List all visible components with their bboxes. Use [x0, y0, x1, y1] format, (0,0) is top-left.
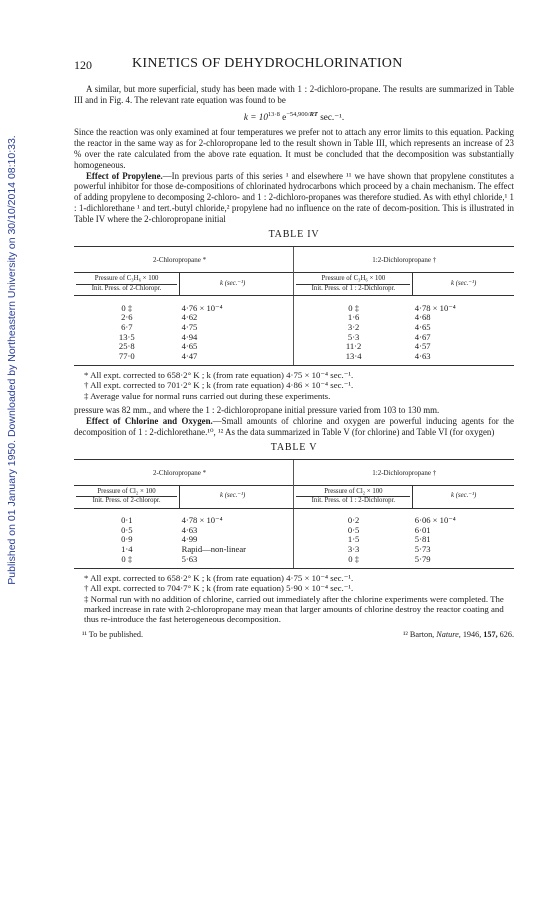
heading-propylene: Effect of Propylene. [86, 170, 163, 181]
table-row: 0·5 4·63 0·5 6·01 [121, 524, 431, 535]
table-row: 25·8 4·65 11·2 4·57 [118, 341, 431, 352]
paragraph-3-body: —In previous parts of this series ¹ and elsewhere ¹¹ we have shown that propylene constitutes a powerful inhibitor for those de-compositions of chlorinated hydrocarbons which proceed by a chain mechanism. The effect of adding propylene to decomposing 2-chloro- and 1 : 2-dichloro-propanes was therefore studied. As with ethyl chloride,¹ 1 : 1-dichlorethane ¹ and tert.-butyl chloride,² propylene had no influence on the rate of decom-position. This is illustrated in Table IV where the 2-chloropropane initial [74, 170, 514, 225]
t5-h-k: k (sec.⁻¹) [220, 492, 246, 500]
t4-footnote-2: † All expt. corrected to 701·2° K ; k (from rate equation) 4·86 × 10⁻⁴ sec.⁻¹. [84, 380, 354, 391]
eq-mid: e [279, 111, 287, 122]
paragraph-4: pressure was 82 mm., and where the 1 : 2-dichloropropane initial pressure varied from 103 to 130 mm. [74, 404, 440, 415]
t4-group-right: 1:2-Dichloropropane † [372, 256, 437, 265]
page-number: 120 [74, 58, 92, 72]
page-content [74, 58, 514, 639]
t4-h-k2: k (sec.⁻¹) [451, 279, 477, 287]
t4-footnote-1: * All expt. corrected to 658·2° K ; k (from rate equation) 4·75 × 10⁻⁴ sec.⁻¹. [84, 370, 354, 381]
table-row: 0·1 4·78 × 10⁻⁴ 0·2 6·06 × 10⁻⁴ [121, 515, 456, 526]
footnote-12: ¹² Barton, Nature, 1946, 157, 626. [402, 630, 514, 640]
t5-footnote-3: ‡ Normal run with no addition of chlorine, carried out immediately after the chlorine experiments were completed. The marked increase in rate with 2-chloropropane may mean that larger amounts of chlorine destroy the reactor coating and thus re-introduce the fast heterogeneous decomposition. [84, 593, 504, 625]
table-row: 2·6 4·62 1·6 4·68 [121, 312, 431, 323]
download-notice-text: Published on 01 January 1950. Downloaded by Northeastern University on 30/10/2014 08:10:33. [6, 135, 18, 585]
t5-h-k2: k (sec.⁻¹) [451, 492, 477, 500]
running-title: KINETICS OF DEHYDROCHLORINATION [132, 56, 403, 71]
table-4 [74, 246, 514, 366]
t5-h-left-2: Init. Press. of 2-chloropr. [76, 496, 177, 506]
table-5 [74, 459, 514, 570]
table-row: 6·7 4·75 3·2 4·65 [121, 321, 431, 332]
footnote-11: ¹¹ To be published. [82, 630, 144, 640]
table-row: 1·4 Rapid—non-linear 3·3 5·73 [121, 544, 431, 555]
t4-h-right-2: Init. Press. of 1 : 2-Dichloropr. [296, 284, 410, 294]
t4-h-right-1: Pressure of C₃H₆ × 100 [321, 275, 386, 283]
download-notice-sidebar [2, 60, 22, 660]
t4-group-left: 2-Chloropropane * [153, 256, 207, 265]
t4-h-left-1: Pressure of C₃H₆ × 100 [94, 275, 159, 283]
eq-rhs: sec.⁻¹. [317, 111, 345, 122]
t5-footnote-1: * All expt. corrected to 658·2° K ; k (from rate equation) 4·75 × 10⁻⁴ sec.⁻¹. [84, 573, 354, 584]
t5-footnote-2: † All expt. corrected to 704·7° K ; k (from rate equation) 5·90 × 10⁻⁴ sec.⁻¹. [84, 583, 354, 594]
paragraph-3 [74, 171, 514, 226]
paragraph-5-body: —Small amounts of chlorine and oxygen are powerful inducing agents for the decomposition of 1 : 2-dichlorethane.¹⁰, ¹² As the data summarized in Table V (for chlorine) and Table VI (for oxygen) [74, 415, 514, 437]
t5-group-left: 2-Chloropropane * [153, 468, 207, 477]
paragraph-1: A similar, but more superficial, study has been made with 1 : 2-dichloro-propane. The results are summarized in Table III and in Fig. 4. The relevant rate equation was found to be [74, 84, 514, 105]
paragraph-6: The marked increase in rate with 2-chloropropane may mean that larger amounts of chlorine destroy the reactor coating and thus re-introduce the fast heterogeneous decomposition. [84, 593, 504, 625]
eq-lhs: k = 10 [243, 111, 268, 122]
t4-h-left-2: Init. Press. of 2-Chloropr. [76, 284, 177, 294]
table-row: 0 ‡ 4·76 × 10⁻⁴ 0 ‡ 4·78 × 10⁻⁴ [121, 302, 456, 313]
t5-h-right-1: Pressure of Cl₂ × 100 [324, 487, 383, 495]
heading-chlorine-oxygen: Effect of Chlorine and Oxygen. [86, 415, 213, 426]
t5-group-right: 1:2-Dichloropropane † [372, 468, 437, 477]
table-row: 13·5 4·94 5·3 4·67 [118, 331, 431, 342]
paragraph-5 [74, 416, 514, 438]
running-header [74, 58, 514, 74]
table-row: 0·9 4·99 1·5 5·81 [121, 534, 431, 545]
table-4-caption: TABLE IV [268, 229, 320, 241]
rate-equation [74, 109, 514, 123]
t4-footnote-3: ‡ Average value for normal runs carried out during these experiments. [84, 390, 331, 401]
page-footnotes [74, 630, 514, 639]
eq-exp1: 13·8 [267, 110, 280, 118]
table-row: 77·0 4·47 13·4 4·63 [118, 350, 431, 361]
eq-exp2: −54,900/ [286, 110, 310, 118]
t5-h-right-2: Init. Press. of 1 : 2-Dichloropr. [296, 496, 410, 506]
t4-h-k: k (sec.⁻¹) [220, 279, 246, 287]
table-row: 0 ‡ 5·63 0 ‡ 5·79 [121, 553, 431, 564]
table-5-caption: TABLE V [270, 441, 318, 453]
t5-h-left-1: Pressure of Cl₂ × 100 [97, 487, 156, 495]
paragraph-2: Since the reaction was only examined at four temperatures we prefer not to attach any error limits to this equation. Packing the reactor in the same way as for 2-chloropropane led to the result shown in Table III, which represents an increase of 23 % over the rate calculated from the above rate equation. It must be concluded that the decomposition was substantially homogeneous. [74, 126, 514, 170]
eq-exp2-rt: RT [309, 110, 318, 118]
